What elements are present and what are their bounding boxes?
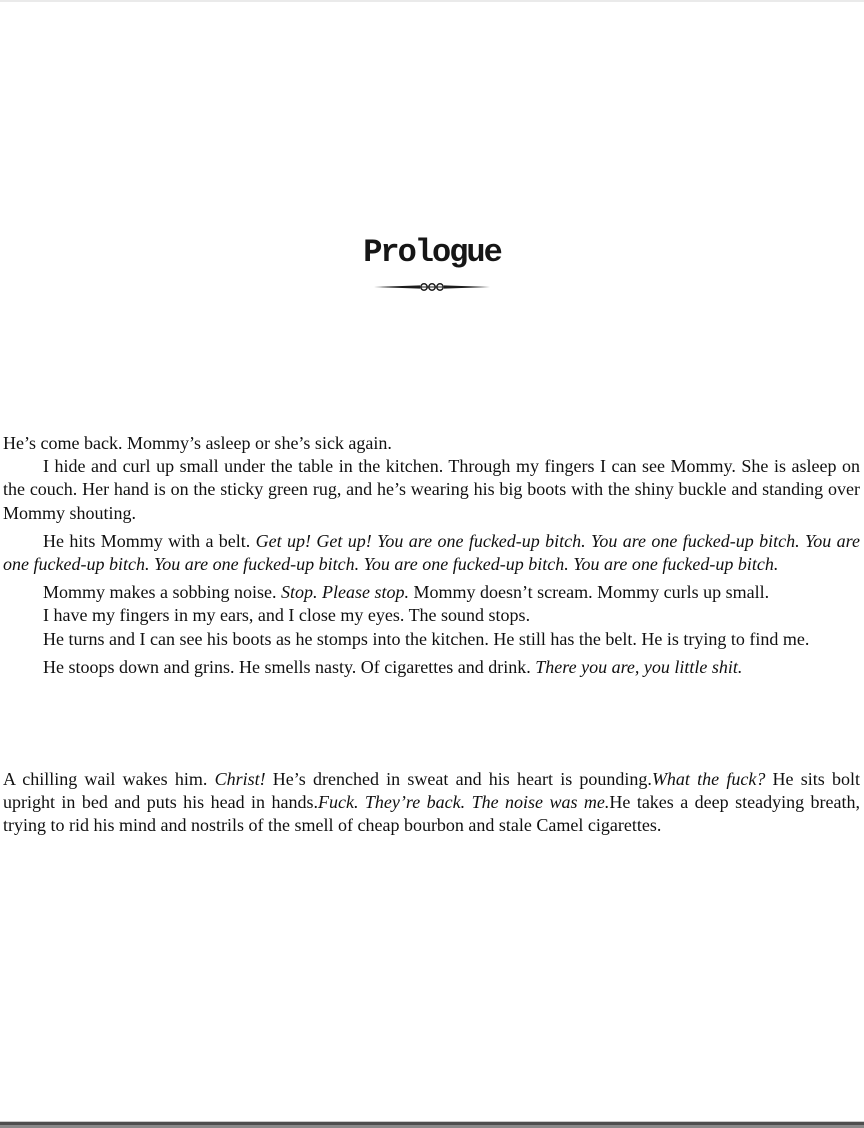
text-run: A chilling wail wakes him. — [3, 769, 215, 790]
paragraph — [3, 628, 860, 651]
text-run: He hits Mommy with a belt. — [43, 530, 256, 551]
paragraph — [3, 768, 860, 838]
italic-run: Get up! Get up! You are one fucked-up bitch. You are one fucked-up bitch. You are one fucked-up bitch. You are one fucked-up bitch. You are one fucked-up bitch. You are one fucked-up bitch. — [3, 530, 860, 575]
paragraph — [3, 656, 860, 679]
text-run: Mommy doesn’t scream. Mommy curls up small. — [408, 582, 770, 603]
text-run: I have my fingers in my ears, and I close my eyes. The sound stops. — [43, 605, 531, 626]
flourish-divider-icon — [0, 279, 864, 295]
italic-run: There you are, you little shit. — [535, 656, 743, 677]
text-run: He sits bolt upright in bed and puts his head in hands. — [3, 769, 860, 813]
text-run: He stoops down and grins. He smells nasty. Of cigarettes and drink. — [43, 656, 536, 677]
paragraph — [3, 581, 860, 604]
top-window-edge — [0, 0, 864, 2]
italic-run: Christ! — [214, 769, 266, 790]
text-run: He’s drenched in sweat and his heart is pounding. — [265, 769, 652, 790]
italic-run: Stop. Please stop. — [280, 582, 409, 603]
body-text — [3, 432, 860, 838]
text-run: Mommy makes a sobbing noise. — [43, 582, 281, 603]
text-run: He’s come back. Mommy’s asleep or she’s sick again. — [3, 433, 392, 453]
chapter-title: Prologue — [363, 234, 501, 271]
paragraph — [3, 455, 860, 525]
italic-run: What the fuck? — [651, 769, 766, 790]
bottom-window-edge — [0, 1121, 864, 1128]
paragraph — [3, 604, 860, 627]
text-run: I hide and curl up small under the table in the kitchen. Through my fingers I can see Mommy. She is asleep on the couch. Her hand is on the sticky green rug, and he’s wearing his big boots with the shiny buckle and standing over Mommy shouting. — [3, 456, 860, 523]
paragraph — [3, 432, 860, 455]
paragraph — [3, 530, 860, 576]
text-run: He turns and I can see his boots as he stomps into the kitchen. He still has the belt. He is trying to find me. — [43, 628, 810, 649]
text-section — [3, 432, 860, 679]
text-section — [3, 768, 860, 838]
italic-run: Fuck. They’re back. The noise was me. — [317, 792, 610, 813]
text-run: He takes a deep steadying breath, trying to rid his mind and nostrils of the smell of cheap bourbon and stale Camel cigarettes. — [3, 792, 860, 836]
